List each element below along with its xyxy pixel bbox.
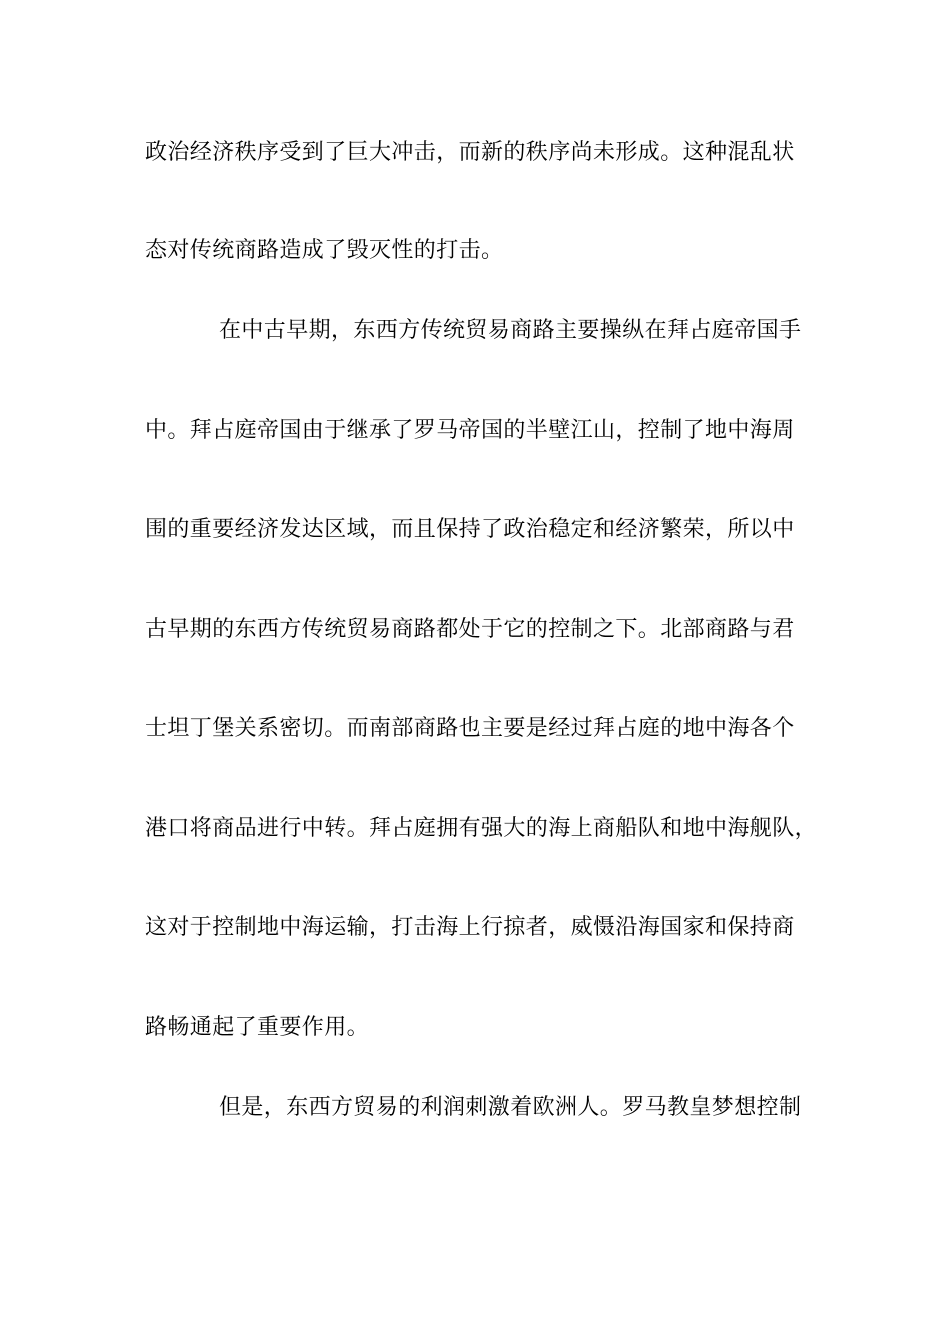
text-line: 士坦丁堡关系密切。而南部商路也主要是经过拜占庭的地中海各个	[145, 716, 795, 741]
text-line: 政治经济秩序受到了巨大冲击，而新的秩序尚未形成。这种混乱状	[145, 140, 795, 165]
text-line: 古早期的东西方传统贸易商路都处于它的控制之下。北部商路与君	[145, 617, 795, 642]
text-line: 围的重要经济发达区域，而且保持了政治稳定和经济繁荣，所以中	[145, 517, 795, 542]
text-line: 路畅通起了重要作用。	[145, 1015, 370, 1040]
text-line: 态对传统商路造成了毁灭性的打击。	[145, 238, 504, 263]
paragraph-start-line: 在中古早期，东西方传统贸易商路主要操纵在拜占庭帝国手	[219, 318, 802, 343]
text-line: 港口将商品进行中转。拜占庭拥有强大的海上商船队和地中海舰队，	[145, 816, 818, 841]
paragraph-start-line: 但是，东西方贸易的利润刺激着欧洲人。罗马教皇梦想控制	[219, 1095, 802, 1120]
text-line: 中。拜占庭帝国由于继承了罗马帝国的半壁江山，控制了地中海周	[145, 418, 795, 443]
text-line: 这对于控制地中海运输，打击海上行掠者，威慑沿海国家和保持商	[145, 915, 795, 940]
